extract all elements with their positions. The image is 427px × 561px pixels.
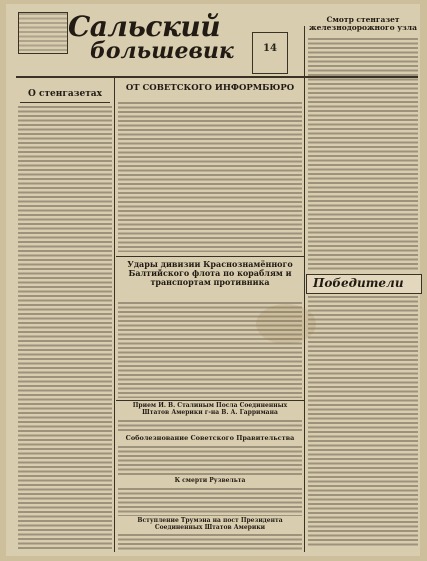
headline-truman: Вступление Трумэна на пост Президента Соединенных Штатов Америки bbox=[137, 517, 283, 531]
column-divider-left bbox=[114, 78, 115, 552]
headline-wallpaper-review: Смотр стенгазет железнодорожного узла bbox=[309, 15, 417, 33]
headline-stalin-harriman: Прием И. В. Сталиным Посла Соединенных Штатов Америки г-на В. А. Гарримана bbox=[132, 402, 288, 416]
headline-victory: Победители bbox=[313, 276, 404, 290]
paper-stain bbox=[256, 304, 316, 344]
center-rule-1 bbox=[116, 256, 304, 257]
article-wallpaper-review-body bbox=[308, 38, 418, 270]
masthead-left-box bbox=[18, 12, 68, 54]
headline-roosevelt: К смерти Рузвельта bbox=[174, 477, 246, 484]
column-divider-right bbox=[304, 26, 305, 552]
date-number: 14 bbox=[263, 43, 277, 54]
masthead bbox=[68, 10, 248, 66]
article-victory-body bbox=[308, 296, 418, 546]
masthead-title-line1: Сальский bbox=[68, 10, 221, 43]
victory-box bbox=[306, 274, 422, 294]
center-rule-2 bbox=[116, 400, 304, 401]
headline-condolence: Соболезнование Советского Правительства bbox=[125, 434, 295, 442]
article-stalin-harriman-body bbox=[118, 420, 302, 432]
masthead-title-line2: большевик bbox=[90, 38, 234, 64]
article-truman-body bbox=[118, 534, 302, 552]
headline-baltic: Удары дивизии Краснознамённого Балтийского флота по кораблям и транспортам противника bbox=[127, 259, 293, 287]
date-box bbox=[252, 32, 288, 74]
article-roosevelt-body bbox=[118, 488, 302, 516]
headline-sovinformburo: ОТ СОВЕТСКОГО ИНФОРМБЮРО bbox=[125, 83, 295, 93]
article-left-body bbox=[18, 106, 112, 550]
article-sovinformburo-body bbox=[118, 102, 302, 252]
headline-left-rule bbox=[20, 102, 110, 103]
headline-left-top: О стенгазетах bbox=[28, 89, 102, 99]
newspaper-page bbox=[6, 4, 420, 556]
article-condolence-body bbox=[118, 446, 302, 476]
